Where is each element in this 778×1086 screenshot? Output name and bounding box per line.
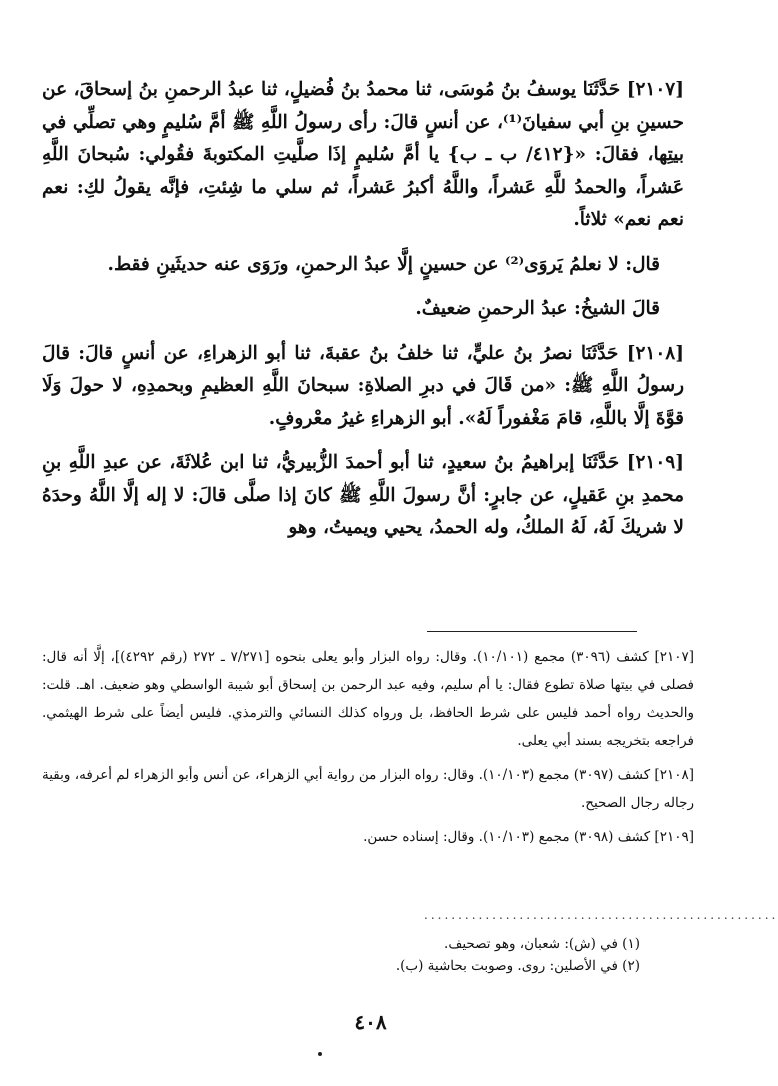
footnotes-section — [260, 933, 640, 977]
reference-2107: [٢١٠٧] كشف (٣٠٩٦) مجمع (١٠/١٠١). وقال: رواه البزار وأبو يعلى بنحوه [٧/٢٧١ ـ ٢٧٢ (رقم ٤٢٩٢)]، إلَّا أنه قال: فصلى في بيتها صلاة تطوع فقال: يا أم سليم، وفيه عبد الرحمن بن إسحاق أبو شيبة الواسطي وهو ضعيف. اهـ. قلت: والحديث رواه أحمد فليس على شرط الحافظ، بل ورواه كذلك النسائي والترمذي. فليس أيضاً على شرط الهيثمي. فراجعه بتخريجه بسند أبي يعلى. — [42, 649, 695, 749]
hadith-text: حَدَّثَنَا إبراهيمُ بنُ سعيدٍ، ثنا أبو أحمدَ الزُّبيريُّ، ثنا ابن عُلاثَةَ، عن عبدِ اللَّهِ بنِ محمدِ بنِ عَقيلٍ، عن جابرٍ: أنَّ رسولَ اللَّهِ ﷺ كانَ إذا صلَّى قالَ: لا إله إلَّا اللَّهُ وحدَهُ لا شريكَ لَهُ، لَهُ الملكُ، وله الحمدُ، يحيي ويميتُ، وهو — [42, 452, 684, 538]
hadith-2107 — [42, 74, 684, 237]
section-divider — [427, 631, 637, 632]
hadith-number: [٢١٠٩] — [626, 452, 684, 473]
reference-2109: [٢١٠٩] كشف (٣٠٩٨) مجمع (١٠/١٠٣). وقال: إسناده حسن. — [363, 829, 694, 845]
page-number: ٤٠٨ — [354, 1010, 387, 1034]
footnote-2: (٢) في الأصلين: روى. وصوبت بحاشية (ب). — [395, 958, 640, 974]
hadith-text: حَدَّثَنَا يوسفُ بنُ مُوسَى، ثنا محمدُ بنُ فُضيلٍ، ثنا عبدُ الرحمنِ بنُ إسحاقَ، عن حسينِ بنِ أبي سفيانَ⁽¹⁾، عن أنسٍ قالَ: رأى رسولُ اللَّهِ ﷺ أمَّ سُليمٍ وهي تصلِّي في بيتِها، فقالَ: «{٤١٢/ ب ـ ب} يا أمَّ سُليمٍ إذَا صلَّيتِ المكتوبةَ فقُولي: سُبحانَ اللَّهِ عَشراً، والحمدُ للَّهِ عَشراً، واللَّهُ أكبرُ عَشراً، ثم سلي ما شِئتِ، فإنَّه يقولُ لكِ: نعم نعم نعم» ثلاثاً. — [42, 79, 684, 230]
hadith-2109 — [42, 447, 684, 545]
hadith-text: حَدَّثَنَا نصرُ بنُ عليٍّ، ثنا خلفُ بنُ عقبةَ، ثنا أبو الزهراءِ، عن أنسٍ قالَ: قالَ رسولُ اللَّهِ ﷺ: «من قَالَ في دبرِ الصلاةِ: سبحانَ اللَّهِ العظيمِ وبحمدِهِ، لا حولَ وَلَا قوَّةَ إلَّا باللَّهِ، قامَ مَغْفوراً لَهُ». أبو الزهراءِ غيرُ معْروفٍ. — [42, 342, 684, 429]
reference-2108: [٢١٠٨] كشف (٣٠٩٧) مجمع (١٠/١٠٣). وقال: رواه البزار من رواية أبي الزهراء، عن أنس وأبو الزهراء لم أعرفه، وبقية رجاله رجال الصحيح. — [42, 767, 694, 811]
references-section — [42, 643, 694, 857]
footnote-1: (١) في (ش): شعبان، وهو تصحيف. — [444, 936, 640, 952]
footnote-separator: .................................................... — [424, 908, 778, 922]
main-text — [42, 74, 684, 557]
narrator-note: قال: لا نعلمُ يَروَى⁽²⁾ عن حسينٍ إلَّا عبدُ الرحمنِ، ورَوَى عنه حديثَينِ فقط. — [107, 253, 660, 275]
sheikh-note: قالَ الشيخُ: عبدُ الرحمنِ ضعيفٌ. — [415, 298, 660, 319]
hadith-2108 — [42, 338, 684, 436]
decorative-dot — [318, 1052, 322, 1056]
hadith-number: [٢١٠٧] — [626, 79, 684, 100]
hadith-number: [٢١٠٨] — [626, 342, 684, 364]
